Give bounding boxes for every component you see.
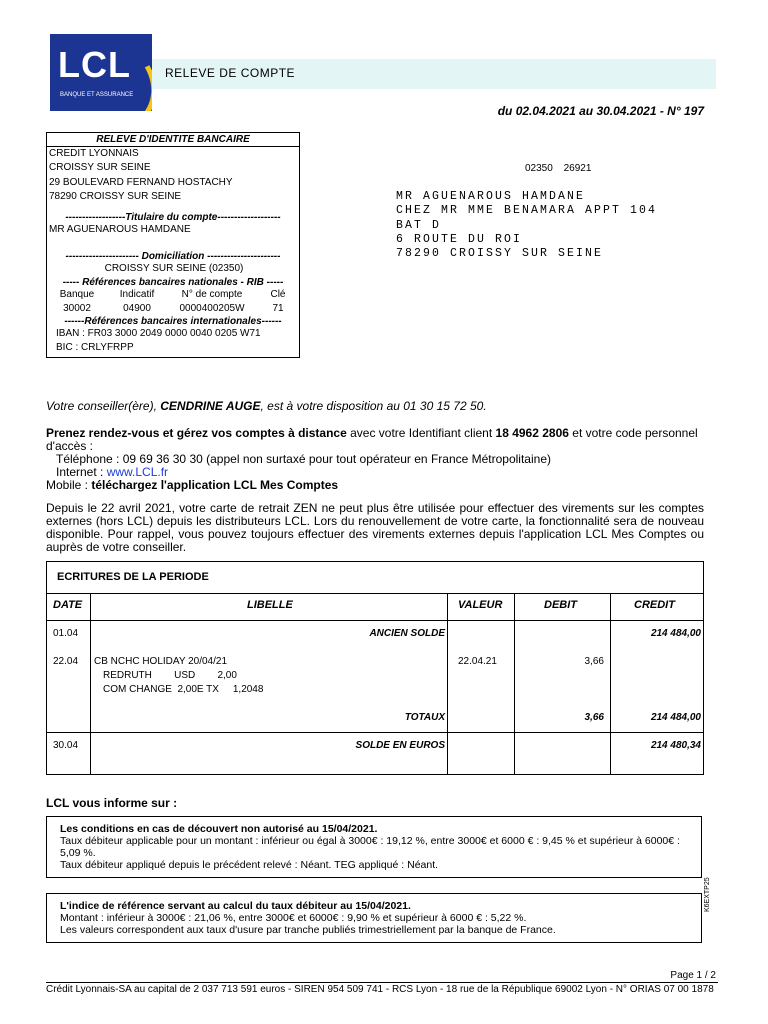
header-date: DATE [53, 599, 83, 611]
internet-label: Internet : [56, 465, 107, 479]
solde-date: 30.04 [53, 740, 79, 751]
address-line: 6 ROUTE DU ROI [396, 232, 523, 246]
ancien-label: ANCIEN SOLDE [369, 628, 445, 639]
op-date: 22.04 [53, 656, 79, 667]
rib-value-indicatif: 04900 [123, 302, 151, 314]
logo-text: LCL [58, 44, 131, 85]
op-line: REDRUTH USD 2,00 [103, 670, 237, 681]
rib-box [46, 132, 300, 358]
zen-notice: Depuis le 22 avril 2021, votre carte de retrait ZEN ne peut plus être utilisée pour effectuer des virements sur les comptes externes (hors LCL) depuis les distributeurs LCL. Lors du renouvellement de votre carte, la fonctionnalité sera de nouveau disponible. Pour rappel, vous pouvez toujours effectuer des virements externes depuis l'application LCL Mes Comptes ou auprès de votre conseiller. [46, 501, 704, 554]
conseiller-prefix: Votre conseiller(ère), [46, 399, 161, 413]
recipient-address [396, 190, 657, 261]
solde-credit: 214 480,34 [650, 740, 701, 751]
lcl-website-link[interactable]: www.LCL.fr [106, 465, 169, 479]
rib-values [47, 302, 299, 316]
ecritures-table [46, 561, 704, 775]
page-title: RELEVE DE COMPTE [165, 66, 296, 80]
op-line: COM CHANGE 2,00E TX 1,2048 [103, 684, 264, 695]
rib-headers [47, 288, 299, 302]
logo-tagline: BANQUE ET ASSURANCE [60, 92, 134, 98]
mobile-label: Mobile : [46, 478, 92, 492]
decouvert-box [46, 816, 702, 878]
conseiller-line [46, 400, 704, 413]
address-line: CHEZ MR MME BENAMARA APPT 104 [396, 204, 658, 218]
info-title: LCL vous informe sur : [46, 796, 178, 810]
rib-header-cle: Clé [270, 288, 286, 300]
bank-line: 78290 CROISSY SUR SEINE [49, 190, 182, 202]
rdv-intro [46, 427, 704, 453]
rdv-intro-end: et votre code personnel d'accès : [46, 426, 698, 453]
bank-line: CREDIT LYONNAIS [49, 148, 139, 159]
rib-header-banque: Banque [59, 288, 95, 300]
rdv-intro-rest: avec votre Identifiant client [346, 426, 496, 440]
decouvert-line: Taux débiteur applicable pour un montant : inférieur ou égal à 3000€ : 19,12 %, entre 3000€ et 6000 € : 9,45 % et supérieur à 6000€ : 5,09 %. [60, 835, 680, 859]
ecritures-title: ECRITURES DE LA PERIODE [57, 571, 209, 583]
titulaire-label: ------------------Titulaire du compte------------------- [65, 212, 281, 224]
domiciliation-label: ---------------------- Domiciliation ---------------------- [65, 251, 281, 263]
address-line: BAT D [396, 218, 442, 232]
bank-line: 29 BOULEVARD FERNAND HOSTACHY [49, 176, 233, 188]
rib-header-indicatif: Indicatif [119, 288, 155, 300]
header-debit: DEBIT [544, 599, 577, 611]
totaux-debit: 3,66 [584, 712, 604, 723]
footer-text: Crédit Lyonnais-SA au capital de 2 037 713 591 euros - SIREN 954 509 741 - RCS Lyon - 18 rue de la République 69002 Lyon - N° ORIAS 07 00 1878 [46, 984, 714, 995]
indice-line: Montant : inférieur à 3000€ : 21,06 %, entre 3000€ et 6000€ : 9,90 % et supérieur à 6000 € : 5,22 %. [60, 912, 527, 924]
header-valeur: VALEUR [458, 599, 503, 611]
rib-title: RELEVE D'IDENTITE BANCAIRE [47, 133, 299, 147]
indice-box [46, 893, 702, 943]
rdv-bold-intro: Prenez rendez-vous et gérez vos comptes à distance [46, 426, 347, 440]
op-valeur: 22.04.21 [458, 656, 497, 667]
mobile-text: téléchargez l'application LCL Mes Comptes [91, 478, 339, 492]
op-debit: 3,66 [584, 656, 604, 667]
rdv-mobile [46, 479, 704, 492]
footer-divider [46, 982, 718, 983]
header-libelle: LIBELLE [247, 599, 293, 611]
decouvert-line: Taux débiteur appliqué depuis le précédent relevé : Néant. TEG appliqué : Néant. [60, 859, 439, 871]
rib-value-banque: 30002 [63, 302, 91, 314]
rib-header-compte: N° de compte [181, 288, 243, 300]
solde-label: SOLDE EN EUROS [355, 740, 445, 751]
recipient-codes: 02350 26921 [525, 163, 592, 174]
address-line: MR AGUENAROUS HAMDANE [396, 190, 586, 203]
address-line: 78290 CROISSY SUR SEINE [396, 247, 604, 261]
client-id: 18 4962 2806 [495, 426, 569, 440]
side-code: K6EXTP25 [704, 877, 711, 912]
iban: IBAN : FR03 3000 2049 0000 0040 0205 W71 [56, 327, 261, 339]
table-header-row [47, 593, 703, 621]
conseiller-name: CENDRINE AUGE [160, 399, 261, 413]
header-credit: CREDIT [634, 599, 675, 611]
lcl-logo [50, 34, 152, 111]
rdv-section [46, 427, 704, 492]
statement-period: du 02.04.2021 au 30.04.2021 - N° 197 [497, 104, 704, 118]
rdv-telephone: Téléphone : 09 69 36 30 30 (appel non surtaxé pour tout opérateur en France Métropolitaine) [56, 452, 551, 466]
indice-line: Les valeurs correspondent aux taux d'usure par tranche publiés trimestriellement par la banque de France. [60, 924, 556, 936]
rib-nationales-label: ----- Références bancaires nationales - RIB ----- [62, 276, 284, 288]
op-line: CB NCHC HOLIDAY 20/04/21 [94, 656, 228, 667]
totaux-credit: 214 484,00 [650, 712, 701, 723]
bank-line: CROISSY SUR SEINE [49, 162, 151, 174]
ancien-date: 01.04 [53, 628, 79, 639]
titulaire-name: MR AGUENAROUS HAMDANE [49, 224, 191, 236]
bic: BIC : CRLYFRPP [56, 342, 134, 354]
rib-internationales-label: ------Références bancaires internationales------ [64, 315, 282, 327]
rib-value-cle: 71 [272, 302, 284, 314]
domiciliation-value: CROISSY SUR SEINE (02350) [104, 263, 244, 275]
page-number: Page 1 / 2 [670, 970, 716, 981]
ancien-credit: 214 484,00 [650, 628, 701, 639]
rib-value-compte: 0000400205W [179, 302, 245, 314]
decouvert-title: Les conditions en cas de découvert non autorisé au 15/04/2021. [60, 823, 378, 835]
conseiller-suffix: , est à votre disposition au 01 30 15 72 50. [260, 399, 487, 413]
totaux-label: TOTAUX [404, 712, 445, 723]
indice-title: L'indice de référence servant au calcul du taux débiteur au 15/04/2021. [60, 900, 411, 912]
